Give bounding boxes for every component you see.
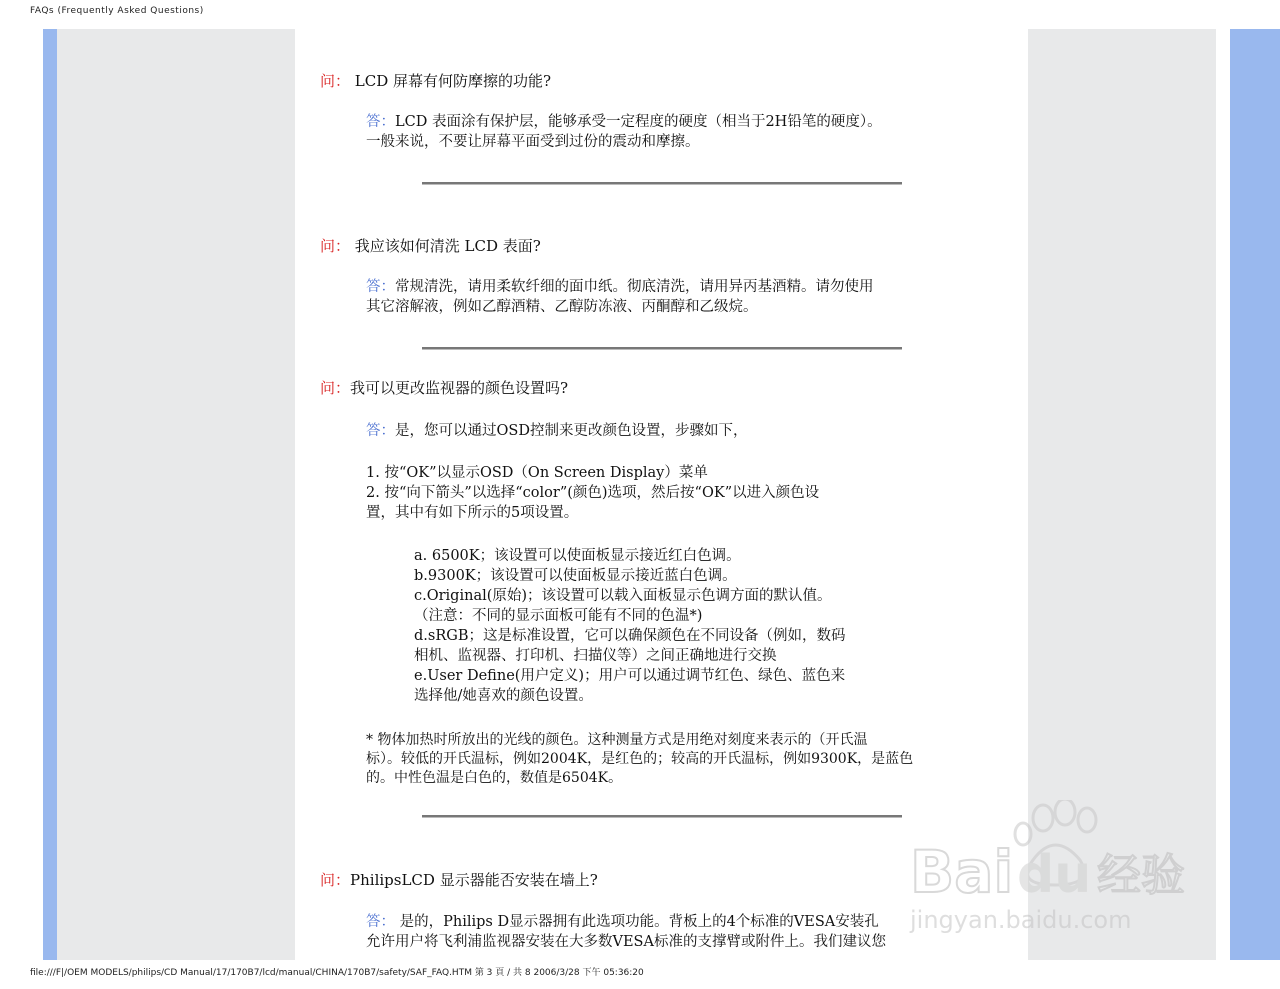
baidu-jingyan-watermark [905,800,1205,940]
answer-label: 答： [366,279,395,295]
faq2-question: 问： 我应该如何清洗 LCD 表面? [320,237,541,255]
right-blue-bar [1230,29,1280,960]
faq4-question: 问：PhilipsLCD 显示器能否安装在墙上? [320,871,598,889]
option-item: b.9300K；该设置可以使面板显示接近蓝白色调。 [414,568,737,584]
svg-text:经验: 经验 [1097,850,1185,901]
svg-text:du: du [1017,845,1092,905]
faq3-note: * 物体加热时所放出的光线的颜色。这种测量方式是用绝对刻度来表示的（开氏温 标）。较低的开氏温标，例如2004K，是红色的；较高的开氏温标，例如9300K，是蓝色 的。中性色温是白色的，数值是6504K。 [366,732,914,786]
option-item: e.User Define(用户定义)；用户可以通过调节红色、绿色、蓝色来 [414,668,846,684]
step-item: 2. 按“向下箭头”以选择“color”(颜色)选项，然后按“OK”以进入颜色设 [366,485,820,501]
answer-label: 答： [366,423,395,439]
left-blue-bar [43,29,57,960]
option-item: 相机、监视器、打印机、扫描仪等）之间正确地进行交换 [414,648,777,664]
option-item: d.sRGB；这是标准设置，它可以确保颜色在不同设备（例如，数码 [414,628,846,644]
right-divider [1216,29,1228,960]
faq3-question: 问：我可以更改监视器的颜色设置吗? [320,379,569,397]
question-label: 问： [320,237,351,255]
option-item: （注意：不同的显示面板可能有不同的色温*) [414,608,703,624]
faq3-answer: 答：是，您可以通过OSD控制来更改颜色设置，步骤如下， [366,423,748,439]
option-item: a. 6500K；该设置可以使面板显示接近红白色调。 [414,548,741,564]
faq3-options [414,546,934,706]
divider-rule [422,815,902,818]
faq4-answer: 答： 是的，Philips D显示器拥有此选项功能。背板上的4个标准的VESA安装孔 允许用户将飞利浦监视器安装在大多数VESA标准的支撑臂或附件上。我们建议您 [366,914,886,950]
question-label: 问： [320,871,351,889]
faq1-answer: 答：LCD 表面涂有保护层，能够承受一定程度的硬度（相当于2H铅笔的硬度）。 一般来说，不要让屏幕平面受到过份的震动和摩擦。 [366,114,882,150]
step-item: 置，其中有如下所示的5项设置。 [366,505,579,521]
print-footer: file:///F|/OEM MODELS/philips/CD Manual/17/170B7/lcd/manual/CHINA/170B7/safety/SAF_FAQ.HTM 第 3 頁 / 共 8 2006/3/28 下午 05:36:20 [30,968,644,978]
faq3-steps [366,463,961,523]
question-label: 问： [320,72,351,90]
svg-text:Bai: Bai [910,838,1014,906]
divider-rule [422,347,902,350]
left-gray-panel [57,29,295,960]
divider-rule [422,182,902,185]
answer-label: 答： [366,914,395,930]
faq1-question: 问： LCD 屏幕有何防摩擦的功能? [320,72,552,90]
answer-label: 答： [366,114,395,130]
option-item: c.Original(原始)；该设置可以载入面板显示色调方面的默认值。 [414,588,832,604]
faq2-answer: 答：常规清洗，请用柔软纤细的面巾纸。彻底清洗，请用异丙基酒精。请勿使用 其它溶解液，例如乙醇酒精、乙醇防冻液、丙酮醇和乙级烷。 [366,279,874,315]
svg-text:jingyan.baidu.com: jingyan.baidu.com [910,906,1132,934]
option-item: 选择他/她喜欢的颜色设置。 [414,688,593,704]
question-label: 问： [320,379,351,397]
step-item: 1. 按“OK”以显示OSD（On Screen Display）菜单 [366,465,708,481]
print-header: FAQs (Frequently Asked Questions) [30,6,204,16]
